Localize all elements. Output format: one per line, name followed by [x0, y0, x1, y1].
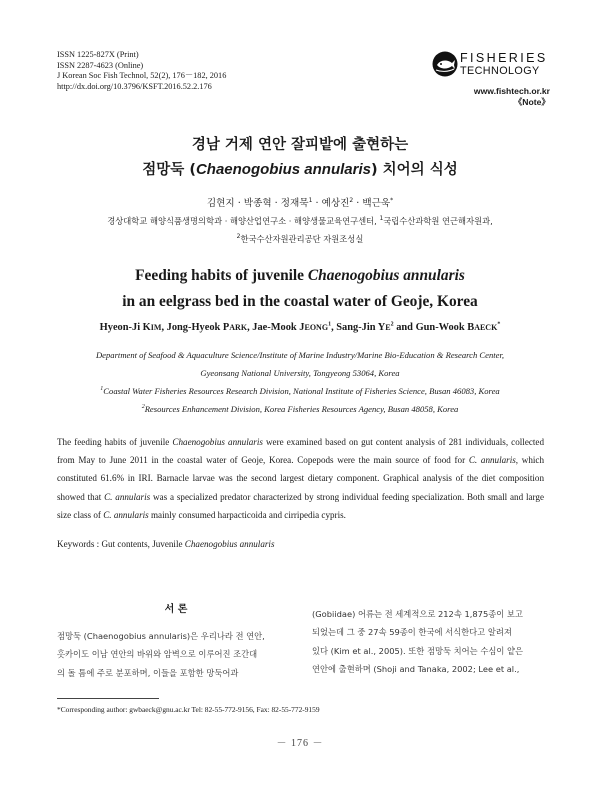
keywords-label: Keywords : Gut contents, Juvenile [57, 539, 185, 549]
author-en-3: Jae-Mook J [252, 322, 305, 333]
english-title-line1 [0, 267, 600, 285]
abstract-text-1: The feeding habits of juvenile [57, 437, 173, 447]
abstract-text-2: were examined based on gut content analysis of 281 individuals, collected from May to June 2011 in the coastal water of Geoje, Korea. Copepods were the main source of food for [57, 437, 545, 466]
journal-meta [57, 50, 226, 92]
author-en-1-sc: IM [150, 323, 162, 332]
aff-en-sup-2: 2 [141, 404, 145, 411]
author-ko-3: 정재묵 [280, 198, 309, 209]
abstract-text-3: , which constituted 61.6% in IRI. Barnacle larvae was the second largest dietary component. Graphical analysis of the diet composition showed that [57, 455, 544, 502]
abstract-species-1: Chaenogobius annularis [172, 437, 263, 447]
author-en-5-sup: * [497, 321, 501, 328]
aff-ko-sup-1: 1 [379, 215, 384, 223]
logo-word-fisheries: FISHERIES [460, 51, 548, 65]
korean-affiliation-line1 [0, 215, 600, 227]
body-line: 의 돌 틈에 주로 분포하며, 이들을 포함한 망둑어과 [57, 667, 239, 678]
abstract-text-4: was a specialized predator characterized by strong individual feeding specialization. Both small and large size class of [57, 491, 545, 520]
author-en-1: Hyeon-Ji K [99, 322, 151, 333]
body-line: 점망둑 (Chaenogobius annularis)은 우리나라 전 연안, [57, 631, 265, 641]
author-en-5-sc: AECK [474, 323, 498, 332]
author-ko-5: 백근욱 [362, 198, 391, 209]
page-number: － 176 － [276, 738, 324, 749]
issn-online: ISSN 2287-4623 (Online) [57, 60, 144, 70]
english-affiliation-line4 [0, 404, 600, 414]
korean-title-line2 [0, 158, 600, 179]
keywords-species: Chaenogobius annularis [184, 539, 275, 549]
doi-link[interactable]: http://dx.doi.org/10.3796/KSFT.2016.52.2.176 [57, 81, 212, 91]
author-en-5: Gun-Wook B [415, 322, 475, 333]
author-en-4-sup: 2 [390, 321, 394, 328]
abstract [57, 433, 544, 524]
aff-ko-sup-2: 2 [236, 233, 241, 241]
author-en-and: and [393, 322, 416, 333]
author-en-3-sc: EONG [304, 323, 329, 332]
author-ko-5-sup: * [390, 196, 394, 204]
aff-en-text-3: Coastal Water Fisheries Resources Research Division, National Institute of Fisheries Science, Busan 46083, Korea [103, 386, 500, 396]
author-ko-1: 김현지 [206, 198, 235, 209]
english-affiliation-line2: Gyeonsang National University, Tongyeong 53064, Korea [200, 368, 400, 378]
keywords [57, 539, 274, 549]
fish-icon [432, 51, 458, 77]
aff-en-sup-1: 1 [100, 386, 104, 393]
author-en-2-sc: ARK [229, 323, 248, 332]
body-line: 연안에 출현하며 (Shoji and Tanaka, 2002; Lee et al., [312, 664, 520, 675]
aff-ko-text-2: 국립수산과학원 연근해자원과, [383, 216, 493, 226]
english-affiliation-line3 [0, 386, 600, 396]
english-title-text: Feeding habits of juvenile [135, 267, 308, 284]
author-ko-2: 박종혁 [243, 198, 272, 209]
aff-ko-text-1: 경상대학교 해양식품생명의학과 · 해양산업연구소 · 해양생물교육연구센터, [107, 216, 380, 226]
korean-affiliation-line2 [0, 233, 600, 245]
english-affiliation-line1: Department of Seafood & Aquaculture Science/Institute of Marine Industry/Marine Bio-Education & Research Center, [95, 350, 505, 360]
body-column-left [57, 627, 297, 682]
abstract-text-5: mainly consumed harpacticoida and cirripedia cypris. [148, 509, 346, 520]
issn-print: ISSN 1225-827X (Print) [57, 50, 139, 59]
footnote-divider [57, 698, 159, 699]
english-title-species: Chaenogobius annularis [307, 267, 465, 284]
author-ko-4: 예상진 [321, 198, 350, 209]
korean-title-text-end: ) 치어의 식성 [370, 162, 458, 178]
abstract-species-3: C. annularis [104, 491, 151, 502]
journal-logo [432, 50, 550, 88]
corresponding-author-footnote: *Corresponding author: gwbaeck@gnu.ac.kr Tel: 82-55-772-9156, Fax: 82-55-772-9159 [57, 705, 320, 714]
english-title-line2: in an eelgrass bed in the coastal water of Geoje, Korea [122, 293, 478, 310]
korean-title-text: 점망둑 ( [142, 162, 196, 178]
author-ko-4-sup: 2 [349, 196, 354, 204]
journal-url[interactable]: www.fishtech.or.kr [473, 86, 550, 96]
author-en-4-sc: E [385, 323, 391, 332]
korean-title-line1: 경남 거제 연안 잘피밭에 출현하는 [191, 137, 409, 153]
logo-word-technology: TECHNOLOGY [460, 65, 540, 77]
english-authors: Hyeon-Ji KIM, Jong-Hyeok PARK, Jae-Mook JEONG$^1$, Sang-Jin $YE^2$ and Gun-Wook BAECK* [99, 321, 501, 333]
author-ko-3-sup: 1 [308, 196, 313, 204]
section-title-introduction: 서 론 [164, 604, 188, 615]
article-type-label: 《Note》 [513, 97, 550, 107]
body-line: (Gobiidae) 어류는 전 세계적으로 212속 1,875종이 보고 [312, 609, 523, 619]
abstract-species-4: C. annularis [103, 509, 149, 520]
body-line: 되었는데 그 중 27속 59종이 한국에 서식한다고 알려져 [312, 627, 512, 638]
body-line: 있다 (Kim et al., 2005). 또한 점망둑 치어는 수심이 얕은 [312, 645, 524, 656]
journal-citation: J Korean Soc Fish Technol, 52(2), 176－182, 2016 [57, 71, 227, 81]
aff-ko-text-3: 한국수산자원관리공단 자원조성실 [240, 234, 364, 244]
body-line: 홋카이도 이남 연안의 바위와 암벽으로 이루어진 조간대 [57, 649, 258, 660]
body-column-right [312, 605, 548, 679]
korean-title-species: Chaenogobius annularis [195, 161, 371, 178]
korean-authors: 김현지 · 박종혁 · 정재묵$^1$ · 예상진$^2$ · 백근욱* [206, 196, 394, 209]
aff-en-text-4: Resources Enhancement Division, Korea Fisheries Resources Agency, Busan 48058, Korea [144, 404, 459, 414]
author-en-2: Jong-Hyeok P [166, 322, 230, 333]
author-en-4: Sang-Jin Y [336, 322, 386, 333]
author-en-3-sup: 1 [328, 321, 332, 328]
abstract-species-2: C. annularis [468, 455, 516, 466]
